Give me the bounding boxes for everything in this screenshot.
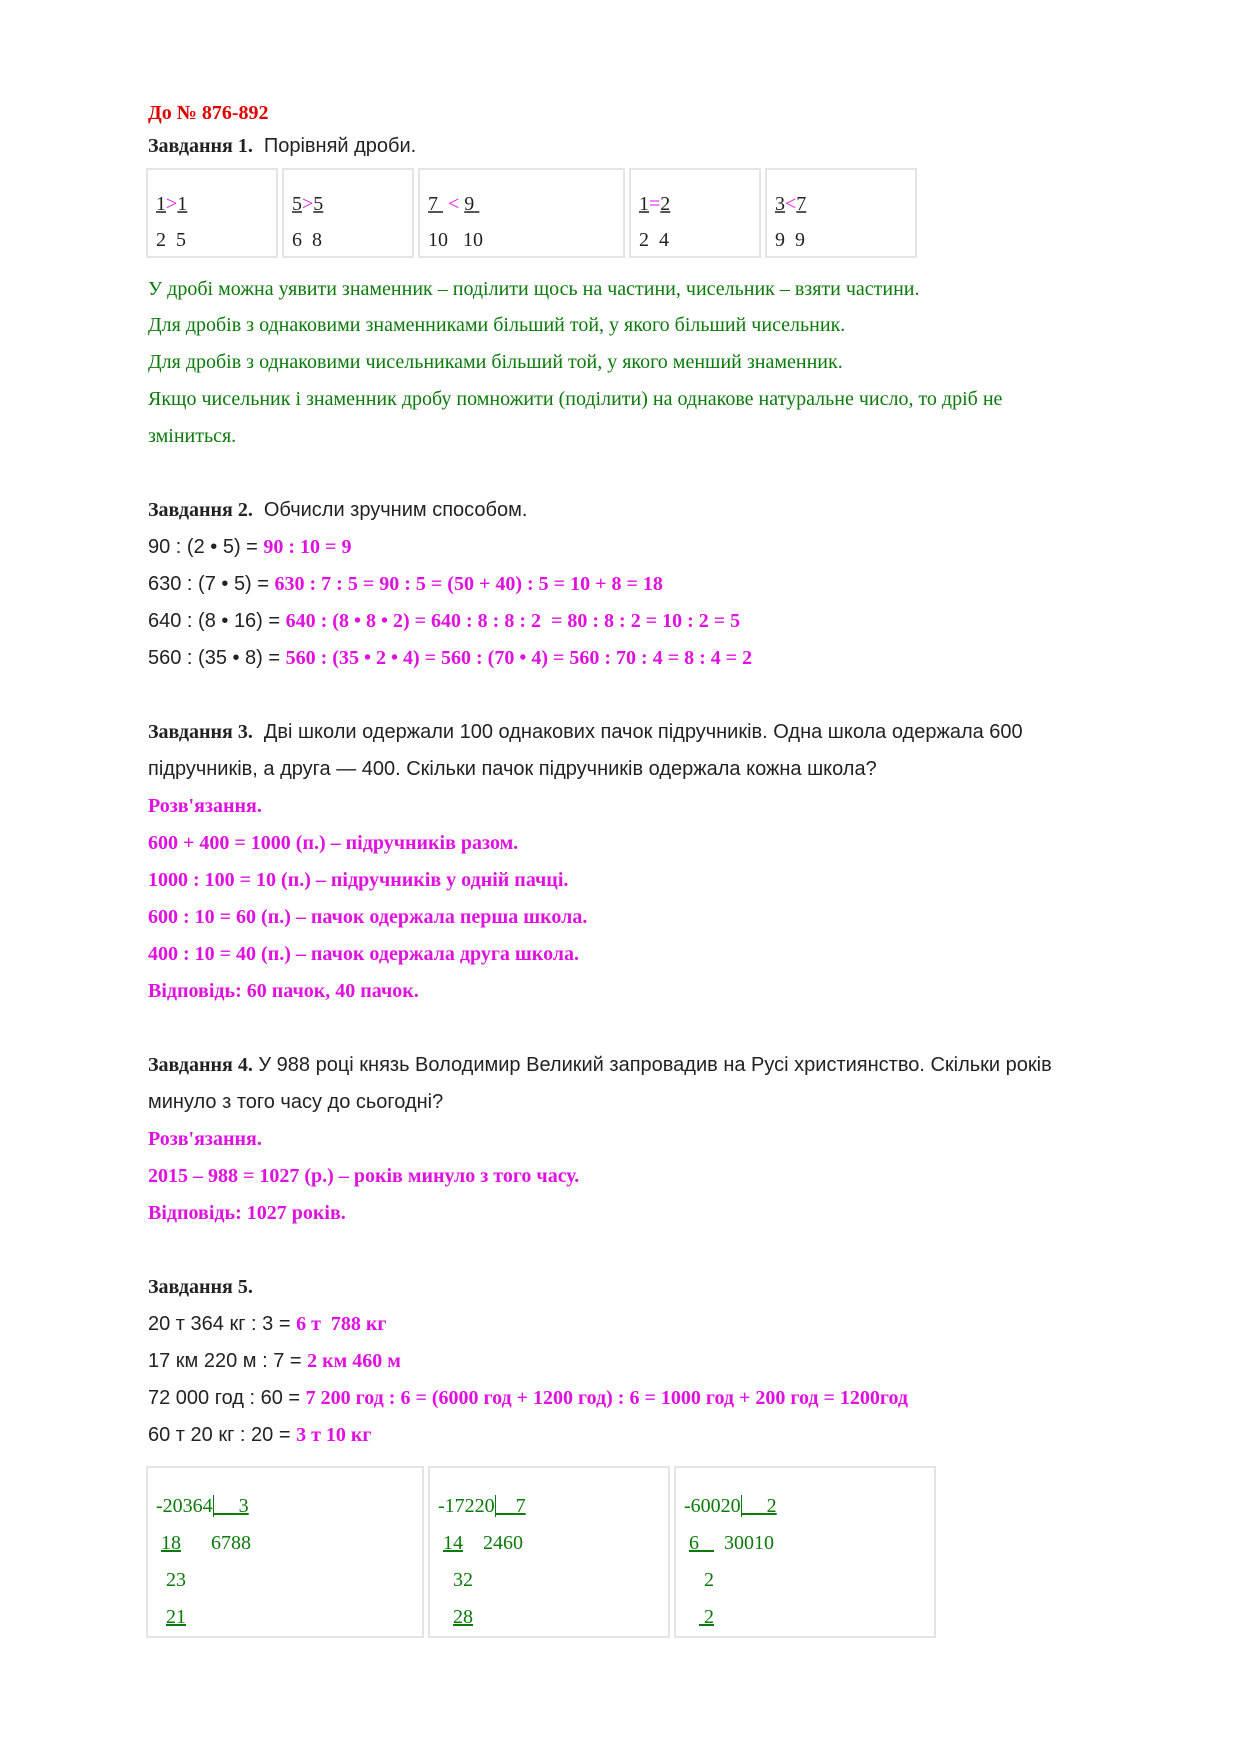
solution-label: Розв'язання. bbox=[148, 795, 262, 817]
denominator: 4 bbox=[659, 229, 669, 251]
task4-text-cont: минуло з того часу до сьогодні? bbox=[148, 1091, 444, 1113]
quotient: 2460 bbox=[483, 1532, 523, 1554]
subtrahend: 28 bbox=[453, 1606, 473, 1628]
subtrahend: 14 bbox=[443, 1532, 463, 1554]
numerator: 1 bbox=[639, 193, 649, 215]
comparison-cell bbox=[418, 168, 625, 258]
comparison-cell bbox=[282, 168, 414, 258]
rule-text: У дробі можна уявити знаменник – поділити щось на частини, чисельник – взяти частини. bbox=[148, 278, 920, 300]
numerator: 2 bbox=[660, 193, 671, 215]
denominator: 8 bbox=[312, 229, 322, 251]
quotient: 6788 bbox=[211, 1532, 251, 1554]
remainder: 32 bbox=[453, 1569, 473, 1591]
numerator: 9 bbox=[464, 193, 475, 215]
denominator: 5 bbox=[176, 229, 186, 251]
task2-title: Завдання 2. bbox=[148, 499, 253, 521]
comparison-sign: < bbox=[785, 193, 797, 215]
solution-step: 1000 : 100 = 10 (п.) – підручників у одній пачці. bbox=[148, 869, 569, 891]
solution-step: 600 : 10 = 60 (п.) – пачок одержала перша школа. bbox=[148, 906, 588, 928]
comparison-sign: > bbox=[166, 193, 178, 215]
solution: 560 : (35 • 2 • 4) = 560 : (70 • 4) = 560 : 70 : 4 = 8 : 4 = 2 bbox=[285, 647, 753, 669]
remainder: 2 bbox=[704, 1569, 714, 1591]
dividend: -17220 bbox=[438, 1495, 495, 1517]
solution: 2 км 460 м bbox=[307, 1350, 401, 1372]
task1-heading bbox=[148, 134, 416, 158]
expression: 630 : (7 • 5) = bbox=[148, 573, 275, 595]
comparison-sign: > bbox=[302, 193, 314, 215]
expression: 60 т 20 кг : 20 = bbox=[148, 1424, 297, 1446]
denominator: 9 bbox=[795, 229, 805, 251]
long-division-cell bbox=[428, 1466, 670, 1638]
calc-row bbox=[148, 572, 663, 596]
numerator: 7 bbox=[796, 193, 807, 215]
divisor: 3 bbox=[238, 1495, 249, 1517]
denominator: 10 bbox=[463, 229, 483, 251]
expression: 560 : (35 • 8) = bbox=[148, 647, 286, 669]
calc-row bbox=[148, 1423, 372, 1447]
expression: 17 км 220 м : 7 = bbox=[148, 1350, 308, 1372]
task1-text: Порівняй дроби. bbox=[263, 135, 417, 157]
solution: 7 200 год : 6 = (6000 год + 1200 год) : 6 = 1000 год + 200 год = 1200год bbox=[305, 1387, 909, 1409]
subtrahend: 2 bbox=[704, 1606, 714, 1628]
dividend: -20364 bbox=[156, 1495, 213, 1517]
solution-step: 600 + 400 = 1000 (п.) – підручників разом. bbox=[148, 832, 519, 854]
comparison-sign: = bbox=[649, 193, 661, 215]
comparison-cell bbox=[765, 168, 917, 258]
solution: 6 т 788 кг bbox=[296, 1313, 387, 1335]
task5-title: Завдання 5. bbox=[148, 1276, 253, 1298]
rule-text: Для дробів з однаковими знаменниками більший той, у якого більший чисельник. bbox=[148, 314, 846, 336]
solution-step: 400 : 10 = 40 (п.) – пачок одержала друга школа. bbox=[148, 943, 580, 965]
comparison-sign: < bbox=[448, 193, 460, 215]
task1-title: Завдання 1. bbox=[148, 135, 253, 157]
calc-row bbox=[148, 646, 752, 670]
subtrahend: 6 bbox=[689, 1532, 699, 1554]
expression: 20 т 364 кг : 3 = bbox=[148, 1313, 297, 1335]
expression: 640 : (8 • 16) = bbox=[148, 610, 286, 632]
dividend: -60020 bbox=[684, 1495, 741, 1517]
expression: 90 : (2 • 5) = bbox=[148, 536, 264, 558]
quotient: 30010 bbox=[724, 1532, 774, 1554]
task3-text: Дві школи одержали 100 однакових пачок підручників. Одна школа одержала 600 bbox=[263, 721, 1023, 743]
numerator: 7 bbox=[428, 193, 438, 215]
calc-row bbox=[148, 609, 740, 633]
divisor: 7 bbox=[515, 1495, 526, 1517]
numerator: 1 bbox=[156, 193, 166, 215]
expression: 72 000 год : 60 = bbox=[148, 1387, 306, 1409]
calc-row bbox=[148, 1312, 387, 1336]
calc-row bbox=[148, 535, 351, 559]
task2-text: Обчисли зручним способом. bbox=[263, 499, 528, 521]
denominator: 10 bbox=[428, 229, 448, 251]
task3-text-cont: підручників, а друга — 400. Скільки пачок підручників одержала кожна школа? bbox=[148, 758, 877, 780]
long-division-cell bbox=[674, 1466, 936, 1638]
divisor: 2 bbox=[766, 1495, 777, 1517]
answer: Відповідь: 1027 років. bbox=[148, 1202, 346, 1224]
calc-row bbox=[148, 1349, 401, 1373]
rule-text: зміниться. bbox=[148, 425, 237, 447]
task4-heading bbox=[148, 1053, 1052, 1077]
denominator: 2 bbox=[639, 229, 649, 251]
solution: 640 : (8 • 8 • 2) = 640 : 8 : 8 : 2 = 80 : 8 : 2 = 10 : 2 = 5 bbox=[285, 610, 741, 632]
task3-title: Завдання 3. bbox=[148, 721, 253, 743]
numerator: 3 bbox=[775, 193, 785, 215]
calc-row bbox=[148, 1386, 908, 1410]
task4-title: Завдання 4. bbox=[148, 1054, 253, 1076]
solution: 90 : 10 = 9 bbox=[263, 536, 352, 558]
solution: 630 : 7 : 5 = 90 : 5 = (50 + 40) : 5 = 10 + 8 = 18 bbox=[274, 573, 663, 595]
denominator: 9 bbox=[775, 229, 785, 251]
denominator: 2 bbox=[156, 229, 166, 251]
long-division-table bbox=[142, 1462, 940, 1642]
comparison-cell bbox=[629, 168, 761, 258]
denominator: 6 bbox=[292, 229, 302, 251]
fraction-comparison-table bbox=[142, 164, 921, 262]
page-heading: До № 876-892 bbox=[148, 102, 269, 124]
solution-label: Розв'язання. bbox=[148, 1128, 262, 1150]
solution-step: 2015 – 988 = 1027 (р.) – років минуло з того часу. bbox=[148, 1165, 580, 1187]
numerator: 5 bbox=[292, 193, 302, 215]
comparison-cell bbox=[146, 168, 278, 258]
task4-text: У 988 році князь Володимир Великий запровадив на Русі християнство. Скільки років bbox=[252, 1054, 1052, 1076]
solution: 3 т 10 кг bbox=[296, 1424, 372, 1446]
subtrahend: 21 bbox=[166, 1606, 186, 1628]
numerator: 5 bbox=[313, 193, 324, 215]
rule-text: Для дробів з однаковими чисельниками більший той, у якого менший знаменник. bbox=[148, 351, 843, 373]
rule-text: Якщо чисельник і знаменник дробу помножити (поділити) на однакове натуральне число, то дріб не bbox=[148, 388, 1003, 410]
remainder: 23 bbox=[166, 1569, 186, 1591]
long-division-cell bbox=[146, 1466, 424, 1638]
subtrahend: 18 bbox=[161, 1532, 181, 1554]
answer: Відповідь: 60 пачок, 40 пачок. bbox=[148, 980, 419, 1002]
task2-heading bbox=[148, 498, 527, 522]
task3-heading bbox=[148, 720, 1023, 744]
numerator: 1 bbox=[177, 193, 188, 215]
